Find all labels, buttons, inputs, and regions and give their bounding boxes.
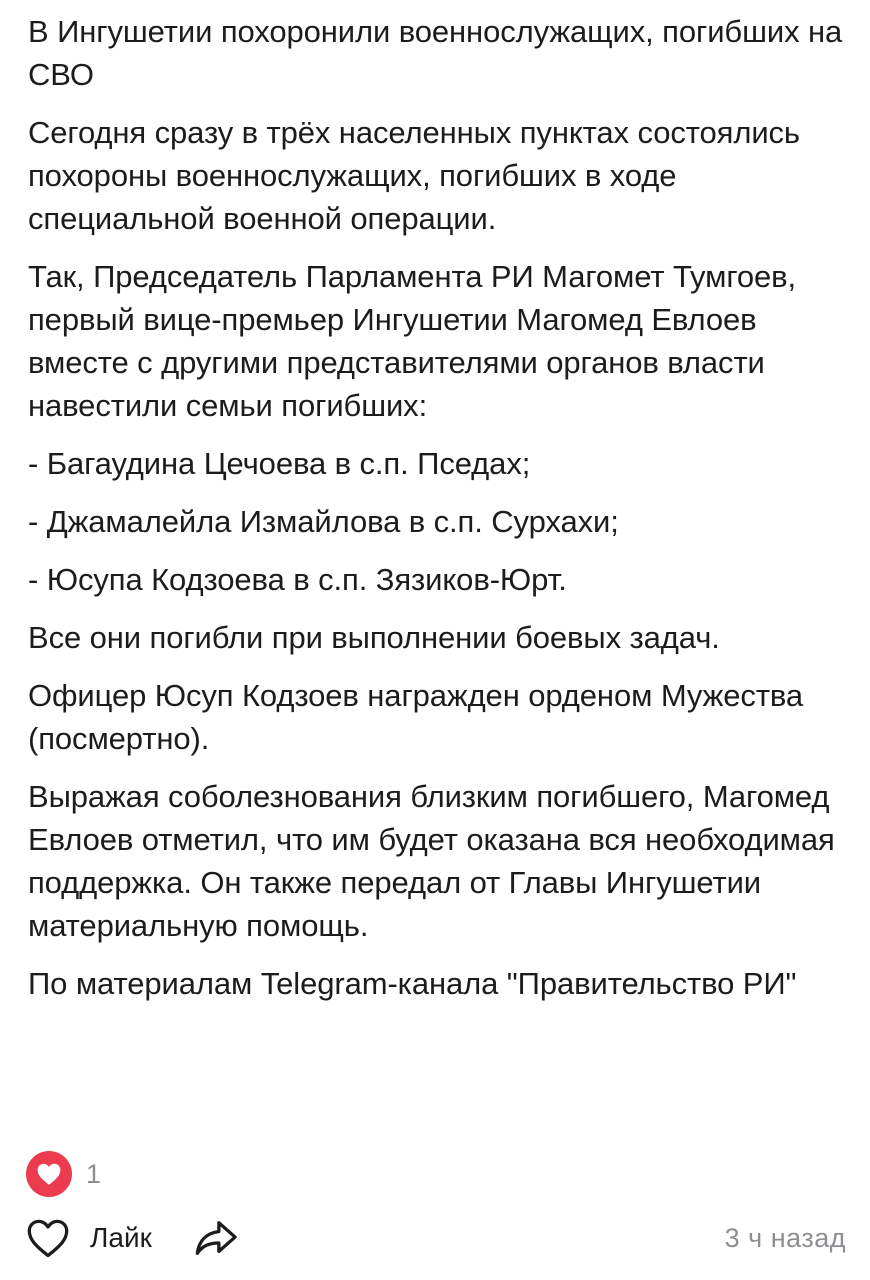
post-paragraph: Офицер Юсуп Кодзоев награжден орденом Мужества (посмертно). xyxy=(28,678,804,756)
post-paragraph: Сегодня сразу в трёх населенных пунктах состоялись похороны военнослужащих, погибших в ходе специальной военной операции. xyxy=(28,115,800,236)
post-title: В Ингушетии похоронили военнослужащих, погибших на СВО xyxy=(28,14,843,92)
reactions-bar xyxy=(26,1151,101,1197)
reaction-count: 1 xyxy=(86,1158,102,1189)
post-timestamp: 3 ч назад xyxy=(724,1222,846,1253)
like-button[interactable] xyxy=(24,1217,152,1259)
post-paragraph: Так, Председатель Парламента РИ Магомет Тумгоев, первый вице-премьер Ингушетии Магомед Евлоев вместе с другими представителями органов власти навестили семьи погибших: xyxy=(28,259,797,423)
post-paragraph: Выражая соболезнования близким погибшего, Магомед Евлоев отметил, что им будет оказана вся необходимая поддержка. Он также передал от Главы Ингушетии материальную помощь. xyxy=(28,779,835,943)
heart-reaction-button[interactable] xyxy=(26,1151,72,1197)
like-label: Лайк xyxy=(90,1222,152,1253)
share-button[interactable] xyxy=(192,1217,240,1259)
post-source: По материалам Telegram-канала "Правительство РИ" xyxy=(28,966,797,1001)
post-list-item: - Юсупа Кодзоева в с.п. Зязиков-Юрт. xyxy=(28,562,567,597)
post-list-item: - Багаудина Цечоева в с.п. Пседах; xyxy=(28,446,531,481)
share-icon xyxy=(192,1217,240,1259)
heart-icon xyxy=(36,1162,62,1186)
post-body xyxy=(28,10,848,1020)
heart-outline-icon xyxy=(24,1217,72,1259)
post-list-item: - Джамалейла Измайлова в с.п. Сурхахи; xyxy=(28,504,619,539)
post-paragraph: Все они погибли при выполнении боевых задач. xyxy=(28,620,720,655)
action-bar xyxy=(24,1214,846,1262)
